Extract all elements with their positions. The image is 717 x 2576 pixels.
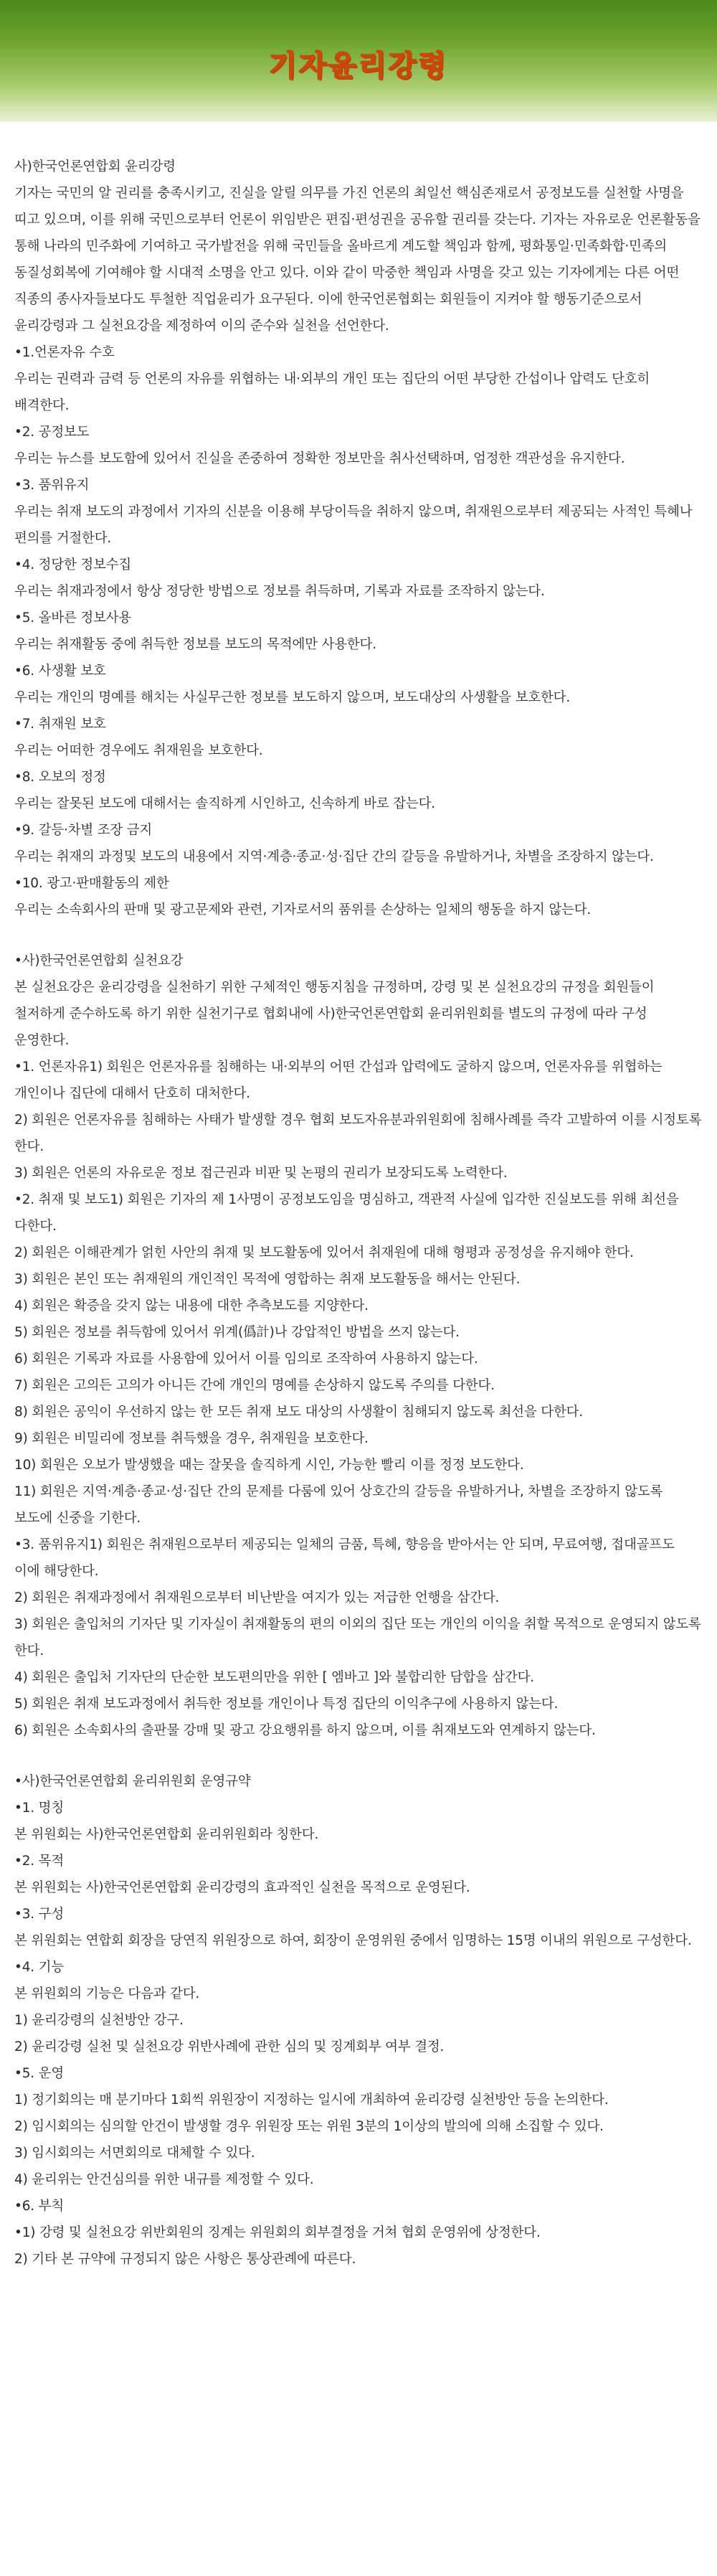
text-line: 우리는 취재 보도의 과정에서 기자의 신분을 이용해 부당이득을 취하지 않으며, 취재원으로부터 제공되는 사적인 특혜나 편의를 거절한다.: [14, 504, 697, 546]
text-line: 11) 회원은 지역·계층·종교·성·집단 간의 문제를 다룸에 있어 상호간의 갈등을 유발하거나, 차별을 조장하지 않도록 보도에 신중을 기한다.: [14, 1484, 667, 1526]
text-line: •2. 목적: [14, 1854, 64, 1869]
text-line: •2. 공정보도: [14, 425, 90, 440]
text-line: •3. 품위유지1) 회원은 취재원으로부터 제공되는 일체의 금품, 특혜, 향응을 받아서는 안 되며, 무료여행, 접대골프도 이에 해당한다.: [14, 1537, 679, 1579]
text-line: 본 실천요강은 윤리강령을 실천하기 위한 구체적인 행동지침을 규정하며, 강령 및 본 실천요강의 규정을 회원들이 철저하게 준수하도록 하기 위한 실천기구로 협회내에 사)한국언론연합회 윤리위원회를 별도의 규정에 따라 구성 운영한다.: [14, 980, 659, 1048]
text-line: 우리는 잘못된 보도에 대해서는 솔직하게 시인하고, 신속하게 바로 잡는다.: [14, 796, 435, 811]
text-line: 2) 회원은 언론자유를 침해하는 사태가 발생할 경우 협회 보도자유분과위원회에 침해사례를 즉각 고발하여 이를 시정토록 한다.: [14, 1113, 706, 1154]
text-line: 본 위원회의 기능은 다음과 같다.: [14, 1986, 200, 2001]
text-line: 4) 윤리위는 안건심의를 위한 내규를 제정할 수 있다.: [14, 2172, 314, 2187]
text-line: 사)한국언론연합회 윤리강령: [14, 159, 176, 174]
text-line: •6. 부칙: [14, 2199, 64, 2214]
text-line: 9) 회원은 비밀리에 정보를 취득했을 경우, 취재원을 보호한다.: [14, 1431, 369, 1446]
text-line: 우리는 어떠한 경우에도 취재원을 보호한다.: [14, 743, 263, 758]
text-line: 5) 회원은 정보를 취득함에 있어서 위계(僞計)나 강압적인 방법을 쓰지 않는다.: [14, 1325, 460, 1340]
page-title: 기자윤리강령: [269, 49, 448, 82]
text-line: 10) 회원은 오보가 발생했을 때는 잘못을 솔직하게 시인, 가능한 빨리 이를 정정 보도한다.: [14, 1458, 524, 1473]
text-line: 기자는 국민의 알 권리를 충족시키고, 진실을 알릴 의무를 가진 언론의 최일선 핵심존재로서 공정보도를 실천할 사명을 띠고 있으며, 이를 위해 국민으로부터 언론이 위임받은 편집·편성권을 공유할 권리를 갖는다. 기자는 자유로운 언론활동을 통해 나라의 민주화에 기여하고 국가발전을 위해 국민들을 올바르게 계도할 책임과 함께, 평화통일·민족화합·민족의 동질성회복에 기여해야 할 시대적 소명을 안고 있다. 이와 같이 막중한 책임과 사명을 갖고 있는 기자에게는 다른 어떤 직종의 종사자들보다도 투철한 직업윤리가 요구된다. 이에 한국언론협회는 회원들이 지켜야 할 행동기준으로서 윤리강령과 그 실천요강을 제정하여 이의 준수와 실천을 선언한다.: [14, 186, 705, 334]
text-line: •10. 광고·판매활동의 제한: [14, 876, 169, 891]
text-line: •9. 갈등·차별 조장 금지: [14, 823, 153, 838]
text-line: 우리는 소속회사의 판매 및 광고문제와 관련, 기자로서의 품위를 손상하는 일체의 행동을 하지 않는다.: [14, 902, 592, 917]
text-line: 본 위원회는 사)한국언론연합회 윤리강령의 효과적인 실천을 목적으로 운영된다.: [14, 1880, 470, 1895]
text-line: 2) 임시회의는 심의할 안건이 발생할 경우 위원장 또는 위원 3분의 1이상의 발의에 의해 소집할 수 있다.: [14, 2119, 604, 2134]
text-line: 우리는 취재과정에서 항상 정당한 방법으로 정보를 취득하며, 기록과 자료를 조작하지 않는다.: [14, 584, 545, 599]
document-body: [0, 122, 717, 2273]
text-line: 본 위원회는 사)한국언론연합회 윤리위원회라 칭한다.: [14, 1827, 319, 1842]
text-line: •8. 오보의 정정: [14, 770, 106, 785]
text-line: 2) 회원은 취재과정에서 취재원으로부터 비난받을 여지가 있는 저급한 언행을 삼간다.: [14, 1590, 500, 1605]
text-line: 3) 임시회의는 서면회의로 대체할 수 있다.: [14, 2146, 255, 2161]
text-line: •7. 취재원 보호: [14, 717, 106, 732]
text-line: •사)한국언론연합회 윤리위원회 운영규약: [14, 1774, 251, 1789]
text-line: •1.언론자유 수호: [14, 345, 115, 360]
text-line: 4) 회원은 확증을 갖지 않는 내용에 대한 추측보도를 지양한다.: [14, 1298, 369, 1313]
text-line: 5) 회원은 취재 보도과정에서 취득한 정보를 개인이나 특정 집단의 이익추구에 사용하지 않는다.: [14, 1697, 559, 1712]
text-line: •6. 사생활 보호: [14, 664, 106, 679]
text-line: •4. 정당한 정보수집: [14, 557, 132, 572]
text-line: •5. 올바른 정보사용: [14, 610, 132, 626]
text-line: •1) 강령 및 실천요강 위반회원의 징계는 위원회의 회부결정을 거쳐 협회 운영위에 상정한다.: [14, 2225, 541, 2240]
text-line: 2) 기타 본 규약에 규정되지 않은 사항은 통상관례에 따른다.: [14, 2252, 356, 2267]
text-line: •2. 취재 및 보도1) 회원은 기자의 제 1사명이 공정보도임을 명심하고, 객관적 사실에 입각한 진실보도를 위해 최선을 다한다.: [14, 1192, 683, 1234]
text-line: 우리는 개인의 명예를 해치는 사실무근한 정보를 보도하지 않으며, 보도대상의 사생활을 보호한다.: [14, 690, 571, 705]
text-line: •3. 구성: [14, 1907, 64, 1922]
text-line: •5. 운영: [14, 2066, 64, 2081]
text-line: 3) 회원은 본인 또는 취재원의 개인적인 목적에 영합하는 취재 보도활동을 해서는 안된다.: [14, 1272, 521, 1287]
text-line: •3. 품위유지: [14, 478, 90, 493]
text-line: 3) 회원은 출입처의 기자단 및 기자실이 취재활동의 편의 이외의 집단 또는 개인의 이익을 취할 목적으로 운영되지 않도록 한다.: [14, 1617, 706, 1659]
text-line: 7) 회원은 고의든 고의가 아니든 간에 개인의 명예를 손상하지 않도록 주의를 다한다.: [14, 1378, 495, 1393]
text-line: •1. 언론자유1) 회원은 언론자유를 침해하는 내·외부의 어떤 간섭과 압력에도 굴하지 않으며, 언론자유를 위협하는 개인이나 집단에 대해서 단호히 대처한다.: [14, 1060, 667, 1101]
ethics-committee-rules-section: [14, 1768, 703, 2273]
practice-guidelines-section: [14, 948, 706, 1744]
text-line: 1) 정기회의는 매 분기마다 1회씩 위원장이 지정하는 일시에 개최하여 윤리강령 실천방안 등을 논의한다.: [14, 2093, 609, 2108]
text-line: •1. 명칭: [14, 1801, 64, 1816]
text-line: 본 위원회는 연합회 회장을 당연직 위원장으로 하여, 회장이 운영위원 중에서 임명하는 15명 이내의 위원으로 구성한다.: [14, 1933, 692, 1948]
text-line: 2) 회원은 이해관계가 얽힌 사안의 취재 및 보도활동에 있어서 취재원에 대해 형평과 공정성을 유지해야 한다.: [14, 1245, 634, 1260]
text-line: 우리는 권력과 금력 등 언론의 자유를 위협하는 내·외부의 개인 또는 집단의 어떤 부당한 간섭이나 압력도 단호히 배격한다.: [14, 372, 654, 413]
ethics-code-section: [14, 154, 703, 923]
text-line: 3) 회원은 언론의 자유로운 정보 접근권과 비판 및 논평의 권리가 보장되도록 노력한다.: [14, 1166, 508, 1181]
text-line: 우리는 취재의 과정및 보도의 내용에서 지역·계층·종교·성·집단 간의 갈등을 유발하거나, 차별을 조장하지 않는다.: [14, 849, 654, 864]
header-banner: [0, 0, 717, 122]
text-line: 4) 회원은 출입처 기자단의 단순한 보도편의만을 위한 [ 엠바고 ]와 불합리한 담합을 삼간다.: [14, 1670, 534, 1685]
text-line: •4. 기능: [14, 1960, 64, 1975]
text-line: 우리는 취재활동 중에 취득한 정보를 보도의 목적에만 사용한다.: [14, 637, 376, 652]
text-line: 1) 윤리강령의 실천방안 강구.: [14, 2013, 184, 2028]
text-line: •사)한국언론연합회 실천요강: [14, 953, 184, 968]
text-line: 우리는 뉴스를 보도함에 있어서 진실을 존중하여 정확한 정보만을 취사선택하며, 엄정한 객관성을 유지한다.: [14, 451, 625, 466]
text-line: 6) 회원은 소속회사의 출판물 강매 및 광고 강요행위를 하지 않으며, 이를 취재보도와 연계하지 않는다.: [14, 1723, 596, 1738]
text-line: 6) 회원은 기록과 자료를 사용함에 있어서 이를 임의로 조작하여 사용하지 않는다.: [14, 1351, 478, 1367]
text-line: 2) 윤리강령 실천 및 실천요강 위반사례에 관한 심의 및 징계회부 여부 결정.: [14, 2039, 445, 2054]
text-line: 8) 회원은 공익이 우선하지 않는 한 모든 취재 보도 대상의 사생활이 침해되지 않도록 최선을 다한다.: [14, 1405, 583, 1420]
